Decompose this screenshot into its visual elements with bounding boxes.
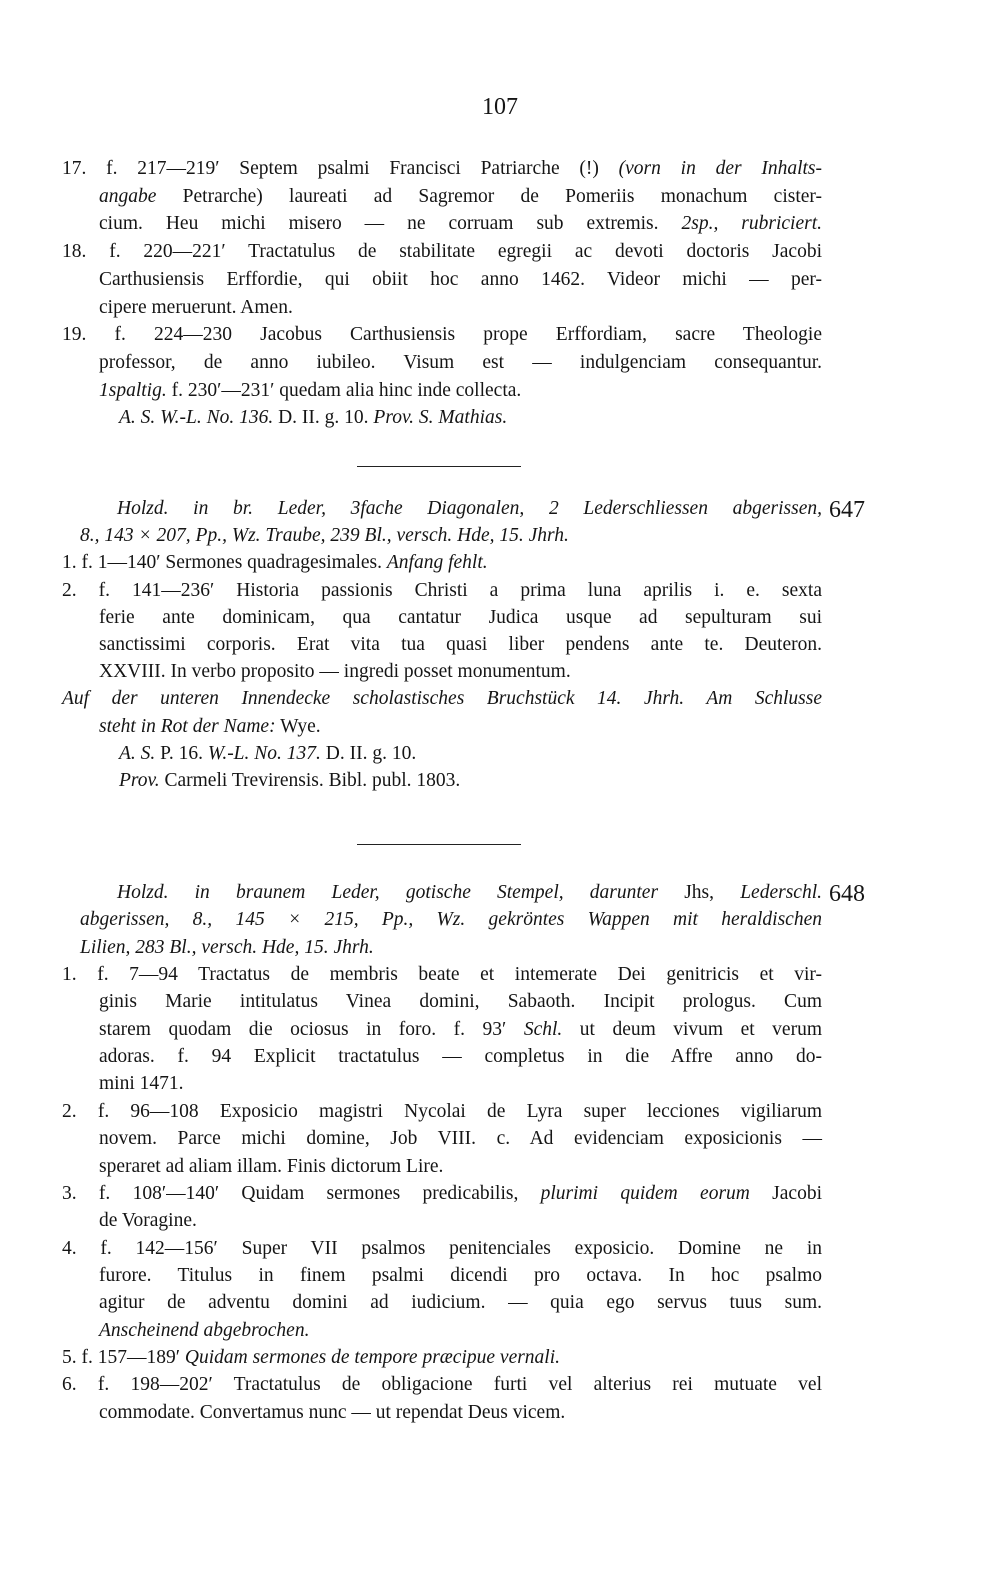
- page-number: 107: [482, 94, 518, 120]
- text-line: [99, 604, 822, 632]
- text-line: [62, 577, 822, 605]
- text-line: [80, 934, 374, 962]
- text-run: 5. f. 157—189′: [62, 1346, 185, 1368]
- text-run: 3. f. 108′—140′ Quidam sermones predicabilis,: [62, 1182, 541, 1204]
- italic-text: Prov. S. Mathias.: [373, 407, 508, 429]
- text-line: [99, 377, 521, 405]
- text-run: 1. f. 7—94 Tractatus de membris beate et intemerate Dei genitricis et vir-: [62, 964, 822, 986]
- italic-text: abgerissen, 8., 145 × 215, Pp., Wz. gekröntes Wappen mit heraldischen: [80, 909, 822, 931]
- italic-text: 8., 143 × 207, Pp., Wz. Traube, 239 Bl., versch. Hde, 15. Jhrh.: [80, 525, 569, 547]
- text-run: 17. f. 217—219′ Septem psalmi Francisci Patriarche (!): [62, 158, 619, 179]
- text-line: [99, 631, 822, 659]
- text-line: [119, 767, 460, 795]
- italic-text: Lederschl.: [740, 882, 822, 903]
- text-line: [62, 1235, 822, 1263]
- text-line: [117, 879, 822, 907]
- text-line: [62, 685, 822, 713]
- text-run: agitur de adventu domini ad iudicium. — quia ego servus tuus sum.: [99, 1292, 822, 1314]
- text-line: [99, 210, 822, 238]
- text-line: [62, 1371, 822, 1399]
- text-run: Petrarche) laureati ad Sagremor de Pomeriis monachum cister-: [156, 185, 822, 207]
- italic-text: 1spaltig.: [99, 379, 167, 401]
- text-run: 4. f. 142—156′ Super VII psalmos penitenciales exposicio. Domine ne in: [62, 1237, 822, 1259]
- text-line: [99, 658, 571, 686]
- text-run: adoras. f. 94 Explicit tractatulus — completus in die Affre anno do-: [99, 1046, 822, 1068]
- text-run: P. 16.: [155, 742, 208, 764]
- italic-text: angabe: [99, 185, 157, 207]
- text-run: Jhs,: [658, 882, 741, 903]
- text-run: 2. f. 141—236′ Historia passionis Christi a prima luna aprilis i. e. sexta: [62, 579, 822, 601]
- text-run: professor, de anno iubileo. Visum est — indulgenciam consequantur.: [99, 351, 822, 373]
- text-run: Wye.: [275, 715, 321, 737]
- italic-text: Holzd. in braunem Leder, gotische Stempel, darunter: [117, 882, 659, 903]
- section-divider-2: [357, 844, 521, 845]
- text-line: [99, 1016, 822, 1044]
- text-line: [99, 1153, 443, 1181]
- text-line: [99, 1262, 822, 1290]
- italic-text: Quidam sermones de tempore præcipue vernali.: [184, 1346, 561, 1368]
- italic-text: A. S.: [119, 742, 156, 764]
- text-line: [119, 740, 416, 768]
- text-line: [62, 549, 488, 577]
- text-line: [119, 404, 507, 432]
- text-line: [99, 1070, 184, 1098]
- text-run: cium. Heu michi misero — ne corruam sub extremis.: [99, 213, 682, 235]
- text-line: [62, 1180, 822, 1208]
- text-run: sanctissimi corporis. Erat vita tua quasi liber pendens ante te. Deuteron.: [99, 634, 822, 655]
- text-run: ginis Marie intitulatus Vinea domini, Sabaoth. Incipit prologus. Cum: [99, 991, 822, 1013]
- text-run: f. 230′—231′ quedam alia hinc inde collecta.: [166, 379, 522, 401]
- italic-text: Anfang fehlt.: [386, 552, 488, 574]
- text-line: [62, 155, 822, 183]
- italic-text: 2sp., rubriciert.: [681, 213, 822, 235]
- text-run: starem quodam die ociosus in foro. f. 93′: [99, 1018, 524, 1040]
- text-run: 6. f. 198—202′ Tractatulus de obligacione furti vel alterius rei mutuate vel: [62, 1374, 822, 1396]
- italic-text: Lilien, 283 Bl., versch. Hde, 15. Jhrh.: [80, 936, 374, 958]
- text-run: mini 1471.: [99, 1073, 184, 1095]
- text-run: 19. f. 224—230 Jacobus Carthusiensis prope Erffordiam, sacre Theologie: [62, 324, 822, 346]
- text-run: 2. f. 96—108 Exposicio magistri Nycolai de Lyra super lecciones vigiliarum: [62, 1100, 822, 1122]
- text-run: speraret ad aliam illam. Finis dictorum Lire.: [99, 1155, 444, 1177]
- text-line: [62, 321, 822, 349]
- text-run: Carmeli Trevirensis. Bibl. publ. 1803.: [159, 770, 461, 791]
- italic-text: Prov.: [119, 770, 160, 791]
- text-run: ut deum vivum et verum: [562, 1018, 822, 1040]
- text-line: [99, 1289, 822, 1317]
- text-line: [99, 1125, 822, 1153]
- text-line: [62, 1098, 822, 1126]
- entry-number-648: 648: [829, 881, 865, 907]
- italic-text: Schl.: [523, 1018, 563, 1040]
- text-line: [99, 713, 321, 741]
- text-run: 1. f. 1—140′ Sermones quadragesimales.: [62, 552, 387, 574]
- text-line: [99, 1317, 309, 1345]
- text-line: [80, 906, 822, 934]
- text-run: ferie ante dominicam, qua cantatur Judica usque ad sepulturam sui: [99, 606, 822, 628]
- text-line: [99, 1043, 822, 1071]
- italic-text: W.-L. No. 137.: [207, 742, 321, 764]
- italic-text: A. S. W.-L. No. 136.: [119, 407, 274, 429]
- italic-text: Holzd. in br. Leder, 3fache Diagonalen, 2 Lederschliessen abgerissen,: [117, 498, 822, 519]
- text-run: novem. Parce michi domine, Job VIII. c. Ad evidenciam exposicionis —: [99, 1128, 822, 1150]
- text-run: Carthusiensis Erffordie, qui obiit hoc anno 1462. Videor michi — per-: [99, 268, 822, 290]
- text-run: commodate. Convertamus nunc — ut rependat Deus vicem.: [99, 1401, 566, 1423]
- italic-text: plurimi quidem eorum: [540, 1182, 750, 1204]
- text-line: [99, 183, 822, 211]
- italic-text: (vorn in der Inhalts-: [618, 158, 823, 179]
- text-line: [99, 988, 822, 1016]
- text-line: [99, 1399, 565, 1427]
- entry-number-647: 647: [829, 497, 865, 523]
- text-line: [62, 961, 822, 989]
- italic-text: Auf der unteren Innendecke scholastisches Bruchstück 14. Jhrh. Am Schlusse: [62, 688, 822, 710]
- text-run: D. II. g. 10.: [320, 742, 417, 764]
- text-run: furore. Titulus in finem psalmi dicendi pro octava. In hoc psalmo: [99, 1264, 822, 1286]
- text-run: D. II. g. 10.: [273, 407, 374, 429]
- text-line: [99, 294, 293, 322]
- text-line: [62, 1344, 560, 1372]
- text-line: [99, 349, 822, 377]
- italic-text: Anscheinend abgebrochen.: [99, 1319, 310, 1341]
- text-line: [99, 266, 822, 294]
- italic-text: steht in Rot der Name:: [99, 715, 276, 737]
- text-run: 18. f. 220—221′ Tractatulus de stabilitate egregii ac devoti doctoris Jacobi: [62, 241, 822, 263]
- text-line: [117, 495, 822, 523]
- text-run: de Voragine.: [99, 1210, 197, 1232]
- section-divider-1: [357, 466, 521, 467]
- text-run: XXVIII. In verbo proposito — ingredi posset monumentum.: [99, 661, 571, 683]
- text-line: [99, 1207, 197, 1235]
- text-run: cipere meruerunt. Amen.: [99, 296, 293, 318]
- text-line: [80, 522, 569, 550]
- text-line: [62, 238, 822, 266]
- text-run: Jacobi: [749, 1182, 822, 1204]
